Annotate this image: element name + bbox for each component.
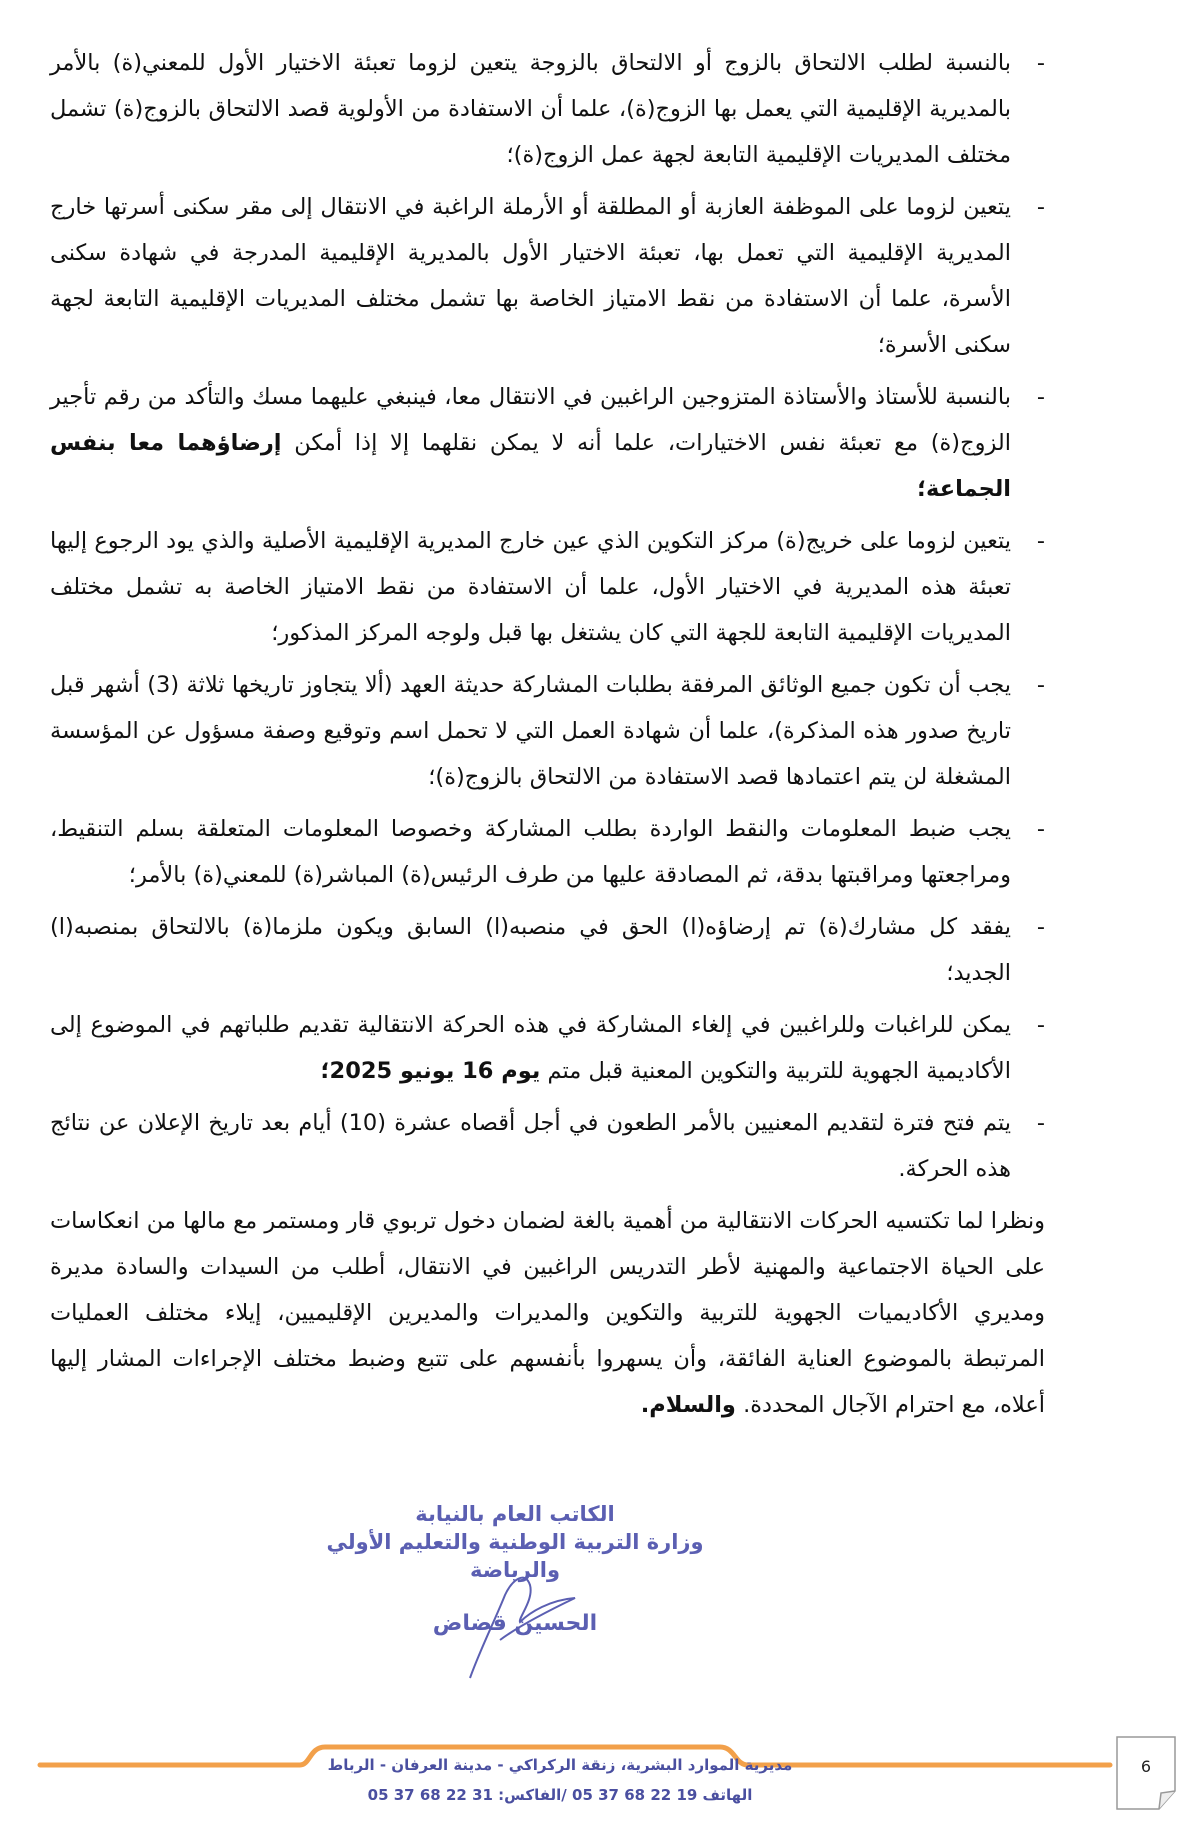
signature-name: الحسين قضاض: [432, 1611, 598, 1636]
footer: [320, 1750, 800, 1810]
footer-phones: الهاتف 19 22 68 37 05 /الفاكس: 31 22 68 37 05: [367, 1786, 753, 1804]
page-number: 6: [1140, 1757, 1152, 1776]
signature-stamp: [320, 1500, 710, 1680]
closing-paragraph: ونظرا لما تكتسيه الحركات الانتقالية من أهمية بالغة لضمان دخول تربوي قار ومستمر مع مالها من انعكاسات على الحياة الاجتماعية والمهنية لأطر التدريس الراغبين في الانتقال، أطلب من السيدات والسادة مديرة ومديري الأكاديميات الجهوية للتربية والتكوين والمديرات والمديرين الإقليميين، إيلاء مختلف العمليات المرتبطة بالموضوع العناية الفائقة، وأن يسهروا بأنفسهم على تتبع وضبط مختلف الإجراءات المشار إليها أعلاه، مع احترام الآجال المحددة. والسلام.: [50, 1208, 1045, 1418]
footer-address: مديرية الموارد البشرية، زنقة الركراكي - مدينة العرفان - الرباط: [327, 1756, 793, 1774]
list-item-emphasis: إرضاؤهما معا بنفس الجماعة؛: [50, 430, 1011, 502]
list-item: - يتم فتح فترة لتقديم المعنيين بالأمر الطعون في أجل أقصاه عشرة (10) أيام بعد تاريخ الإعلان عن نتائج هذه الحركة.: [50, 1110, 1045, 1182]
list-item: - بالنسبة للأستاذ والأستاذة المتزوجين الراغبين في الانتقال معا، فينبغي عليهما مسك والتأكد من رقم تأجير الزوج(ة) مع تعبئة نفس الاختيارات، علما أنه لا يمكن نقلهما إلا إذا أمكن إرضاؤهما معا بنفس الجماعة؛: [50, 384, 1045, 502]
signature-title: الكاتب العام بالنيابة: [415, 1502, 615, 1526]
list-item-text: يتعين لزوما على خريج(ة) مركز التكوين الذي عين خارج المديرية الإقليمية الأصلية والذي يود الرجوع إليها تعبئة هذه المديرية في الاختيار الأول، علما أن الاستفادة من نقط الامتياز الخاصة به تشمل مختلف المديريات الإقليمية التابعة للجهة التي كان يشتغل بها قبل ولوجه المركز المذكور؛: [50, 528, 1011, 646]
signature-ministry-line2: والرياضة: [470, 1558, 560, 1582]
salutation: والسلام.: [640, 1392, 736, 1418]
list-item-text: يتعين لزوما على الموظفة العازبة أو المطلقة أو الأرملة الراغبة في الانتقال إلى مقر سكنى أسرتها خارج المديرية الإقليمية التي تعمل بها، تعبئة الاختيار الأول بالمديرية الإقليمية المدرجة في شهادة سكنى الأسرة، علما أن الاستفادة من نقط الامتياز الخاصة بها تشمل مختلف المديريات الإقليمية التابعة لجهة سكنى الأسرة؛: [50, 194, 1011, 358]
list-item: - يتعين لزوما على الموظفة العازبة أو المطلقة أو الأرملة الراغبة في الانتقال إلى مقر سكنى أسرتها خارج المديرية الإقليمية التي تعمل بها، تعبئة الاختيار الأول بالمديرية الإقليمية المدرجة في شهادة سكنى الأسرة، علما أن الاستفادة من نقط الامتياز الخاصة بها تشمل مختلف المديريات الإقليمية التابعة لجهة سكنى الأسرة؛: [50, 194, 1045, 358]
list-item-text: يمكن للراغبات وللراغبين في إلغاء المشاركة في هذه الحركة الانتقالية تقديم طلباتهم في الموضوع إلى الأكاديمية الجهوية للتربية والتكوين المعنية قبل متم: [50, 1012, 1011, 1084]
handwritten-signature-icon: [320, 1500, 710, 1680]
list-item-emphasis: يوم 16 يونيو 2025؛: [320, 1058, 541, 1084]
list-item-text: بالنسبة لطلب الالتحاق بالزوج أو الالتحاق بالزوجة يتعين لزوما تعبئة الاختيار الأول للمعني(ة) بالأمر بالمديرية الإقليمية التي يعمل بها الزوج(ة)، علما أن الاستفادة من الأولوية قصد الالتحاق بالزوج(ة) تشمل مختلف المديريات الإقليمية التابعة لجهة عمل الزوج(ة)؛: [50, 50, 1011, 168]
list-item-text: يجب ضبط المعلومات والنقط الواردة بطلب المشاركة وخصوصا المعلومات المتعلقة بسلم التنقيط، ومراجعتها ومراقبتها بدقة، ثم المصادقة عليها من طرف الرئيس(ة) المباشر(ة) للمعني(ة) بالأمر؛: [50, 816, 1011, 888]
list-item: - يجب ضبط المعلومات والنقط الواردة بطلب المشاركة وخصوصا المعلومات المتعلقة بسلم التنقيط، ومراجعتها ومراقبتها بدقة، ثم المصادقة عليها من طرف الرئيس(ة) المباشر(ة) للمعني(ة) بالأمر؛: [50, 816, 1045, 888]
list-item: - يمكن للراغبات وللراغبين في إلغاء المشاركة في هذه الحركة الانتقالية تقديم طلباتهم في الموضوع إلى الأكاديمية الجهوية للتربية والتكوين المعنية قبل متم يوم 16 يونيو 2025؛: [50, 1012, 1045, 1084]
page-number-box: [1115, 1735, 1177, 1811]
list-item: - يجب أن تكون جميع الوثائق المرفقة بطلبات المشاركة حديثة العهد (ألا يتجاوز تاريخها ثلاثة (3) أشهر قبل تاريخ صدور هذه المذكرة)، علما أن شهادة العمل التي لا تحمل اسم وتوقيع وصفة مسؤول عن المؤسسة المشغلة لن يتم اعتمادها قصد الاستفادة من الالتحاق بالزوج(ة)؛: [50, 672, 1045, 790]
list-item-text: يتم فتح فترة لتقديم المعنيين بالأمر الطعون في أجل أقصاه عشرة (10) أيام بعد تاريخ الإعلان عن نتائج هذه الحركة.: [50, 1110, 1012, 1182]
document-body: [50, 40, 1045, 1428]
list-item: - يفقد كل مشارك(ة) تم إرضاؤه(ا) الحق في منصبه(ا) السابق ويكون ملزما(ة) بالالتحاق بمنصبه(ا) الجديد؛: [50, 914, 1045, 986]
list-item-text: يفقد كل مشارك(ة) تم إرضاؤه(ا) الحق في منصبه(ا) السابق ويكون ملزما(ة) بالالتحاق بمنصبه(ا) الجديد؛: [50, 914, 1011, 986]
signature-ministry: وزارة التربية الوطنية والتعليم الأولي: [326, 1530, 704, 1554]
list-item: - بالنسبة لطلب الالتحاق بالزوج أو الالتحاق بالزوجة يتعين لزوما تعبئة الاختيار الأول للمعني(ة) بالأمر بالمديرية الإقليمية التي يعمل بها الزوج(ة)، علما أن الاستفادة من الأولوية قصد الالتحاق بالزوج(ة) تشمل مختلف المديريات الإقليمية التابعة لجهة عمل الزوج(ة)؛: [50, 50, 1045, 168]
list-item-text: بالنسبة للأستاذ والأستاذة المتزوجين الراغبين في الانتقال معا، فينبغي عليهما مسك والتأكد من رقم تأجير الزوج(ة) مع تعبئة نفس الاختيارات، علما أنه لا يمكن نقلهما إلا إذا أمكن: [50, 384, 1011, 456]
list-item-text: يجب أن تكون جميع الوثائق المرفقة بطلبات المشاركة حديثة العهد (ألا يتجاوز تاريخها ثلاثة (3) أشهر قبل تاريخ صدور هذه المذكرة)، علما أن شهادة العمل التي لا تحمل اسم وتوقيع وصفة مسؤول عن المؤسسة المشغلة لن يتم اعتمادها قصد الاستفادة من الالتحاق بالزوج(ة)؛: [50, 672, 1011, 790]
list-item: - يتعين لزوما على خريج(ة) مركز التكوين الذي عين خارج المديرية الإقليمية الأصلية والذي يود الرجوع إليها تعبئة هذه المديرية في الاختيار الأول، علما أن الاستفادة من نقط الامتياز الخاصة به تشمل مختلف المديريات الإقليمية التابعة للجهة التي كان يشتغل بها قبل ولوجه المركز المذكور؛: [50, 528, 1045, 646]
